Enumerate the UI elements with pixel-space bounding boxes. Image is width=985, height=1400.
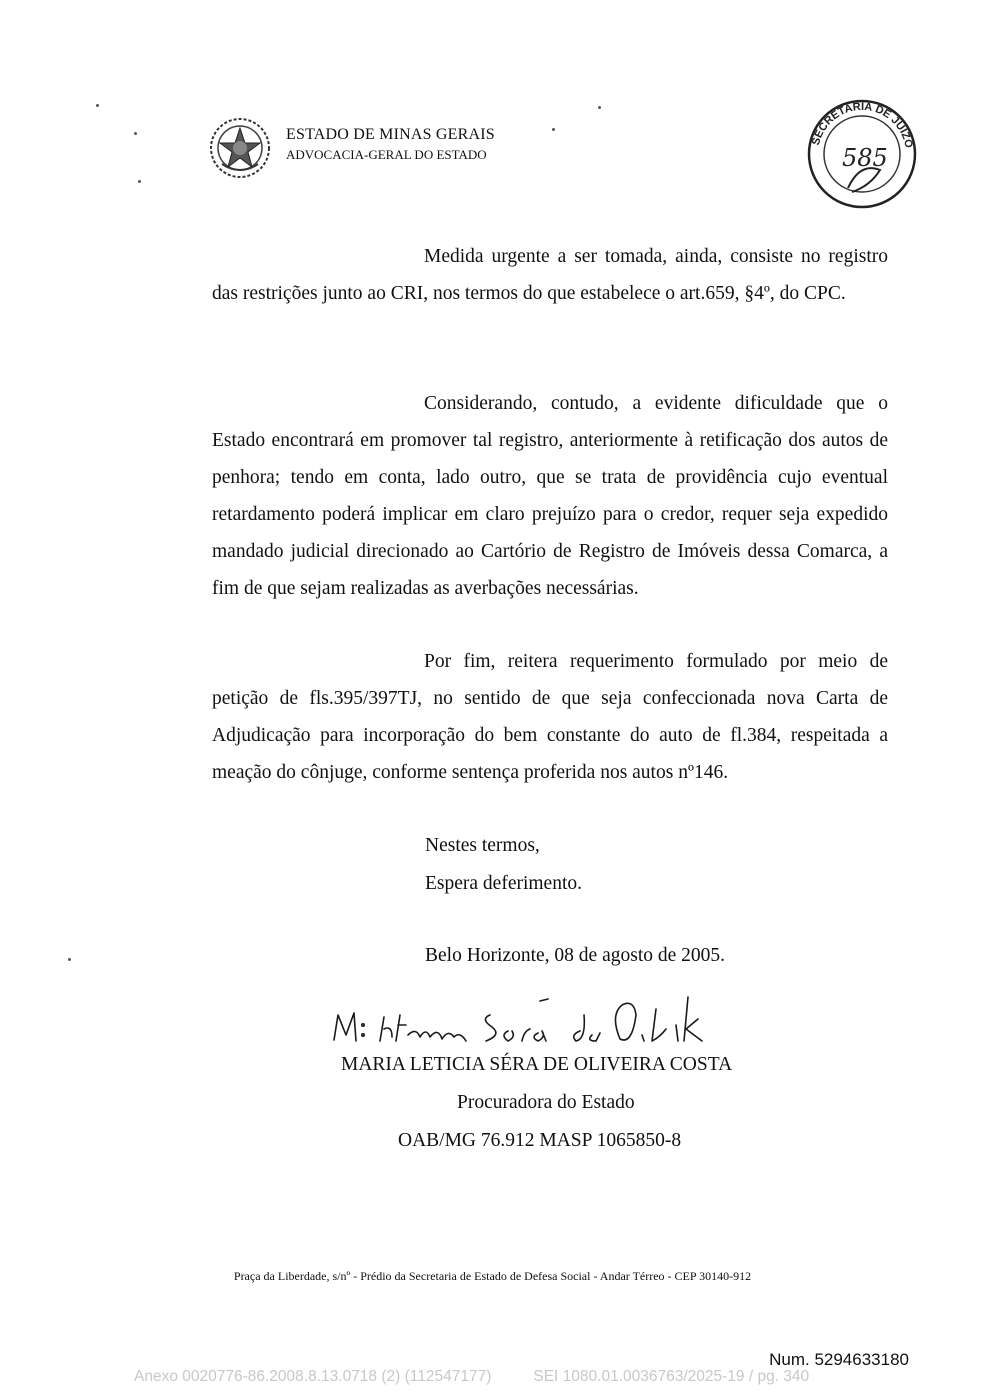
header-agency-name: ADVOCACIA-GERAL DO ESTADO	[286, 147, 487, 162]
court-stamp	[800, 96, 930, 216]
paragraph-urgent-measure: Medida urgente a ser tomada, ainda, consiste no registro das restrições junto ao CRI, nos termos do que estabelece o art.659, §4º, do CPC.	[212, 246, 888, 304]
paragraph-considering: Considerando, contudo, a evidente dificuldade que o Estado encontrará em promover tal registro, anteriormente à retificação dos autos de penhora; tendo em conta, lado outro, que se trata de providência cujo eventual retardamento poderá implicar em claro prejuízo para o credor, requer seja expedido mandado judicial direcionado ao Cartório de Registro de Imóveis dessa Comarca, a fim de que sejam realizadas as averbações necessárias.	[212, 393, 888, 599]
footer-address: Praça da Liberdade, s/nº - Prédio da Secretaria de Estado de Defesa Social - Andar Térreo - CEP 30140-912	[233, 1269, 752, 1283]
scan-speck	[134, 132, 137, 135]
signer-name: MARIA LETICIA SÉRA DE OLIVEIRA COSTA	[341, 1054, 733, 1075]
coat-of-arms-icon	[208, 116, 272, 180]
paragraph-final-request: Por fim, reitera requerimento formulado por meio de petição de fls.395/397TJ, no sentido de que seja confeccionada nova Carta de Adjudicação para incorporação do bem constante do auto de fl.384, respeitada a meação do cônjuge, conforme sentença proferida nos autos nº146.	[212, 651, 888, 783]
handwritten-signature	[330, 985, 750, 1055]
signer-registration: OAB/MG 76.912 MASP 1065850-8	[398, 1130, 682, 1151]
place-date: Belo Horizonte, 08 de agosto de 2005.	[425, 945, 726, 966]
signer-title: Procuradora do Estado	[457, 1092, 635, 1113]
scan-speck	[96, 104, 99, 107]
header-state-name: ESTADO DE MINAS GERAIS	[286, 126, 495, 143]
closing-terms: Nestes termos,	[425, 835, 540, 856]
scan-speck	[598, 106, 601, 109]
closing-request: Espera deferimento.	[425, 873, 583, 894]
stamp-ring-text: SECRETARIA DE JUIZO	[809, 100, 915, 150]
annex-reference	[134, 1368, 851, 1386]
scan-speck	[68, 958, 71, 961]
document-number: Num. 5294633180	[769, 1350, 909, 1369]
scan-speck	[138, 180, 141, 183]
stamp-page-number: 585	[842, 144, 888, 172]
annex-process-id: Anexo 0020776-86.2008.8.13.0718 (2) (112547177)	[134, 1368, 492, 1385]
scan-speck	[552, 128, 555, 131]
annex-sei-id: SEI 1080.01.0036763/2025-19 / pg. 340	[533, 1368, 810, 1385]
